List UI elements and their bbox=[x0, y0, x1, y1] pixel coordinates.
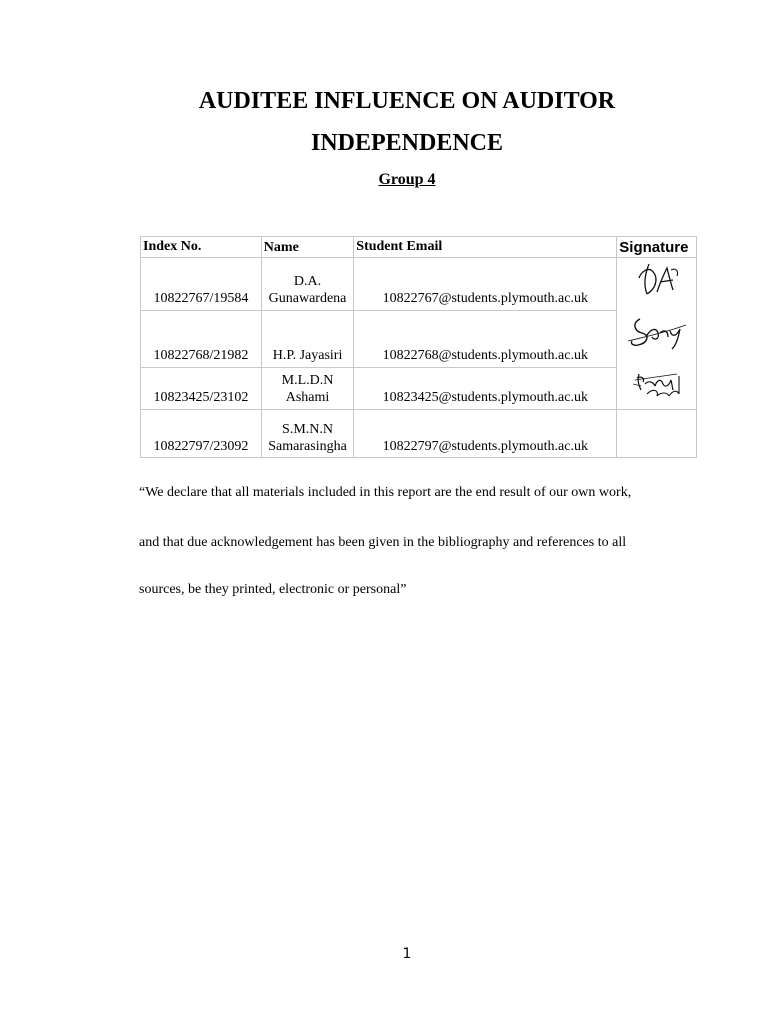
title-line-1: AUDITEE INFLUENCE ON AUDITOR bbox=[198, 88, 616, 114]
title-line-2: INDEPENDENCE bbox=[310, 130, 504, 156]
declaration-text-1: “We declare that all materials included in this report are the end result of our own work, bbox=[139, 485, 632, 500]
row-signature bbox=[617, 410, 697, 458]
header-name: Name bbox=[261, 237, 353, 258]
table-row bbox=[141, 410, 697, 458]
row-name bbox=[261, 410, 353, 458]
declaration-paragraph-1 bbox=[139, 484, 674, 501]
group-label: Group 4 bbox=[378, 171, 436, 188]
declaration-text-2: and that due acknowledgement has been given in the bibliography and references to all bbox=[139, 535, 627, 550]
table-row bbox=[141, 311, 697, 368]
header-signature: Signature bbox=[617, 237, 697, 258]
declaration-text-3: sources, be they printed, electronic or personal” bbox=[139, 582, 407, 597]
name-line-1: M.L.D.N bbox=[281, 373, 334, 388]
document-title bbox=[0, 80, 768, 164]
signature-2-icon bbox=[624, 311, 690, 355]
row-name bbox=[261, 311, 353, 368]
name-line-1: D.A. bbox=[293, 274, 322, 289]
row-signature bbox=[617, 258, 697, 311]
row-index: 10822797/23092 bbox=[141, 410, 262, 458]
name-line-1: S.M.N.N bbox=[282, 422, 334, 437]
declaration-paragraph-2 bbox=[139, 534, 674, 551]
row-signature bbox=[617, 368, 697, 410]
signature-1-icon bbox=[627, 258, 687, 304]
row-index: 10822767/19584 bbox=[141, 258, 262, 311]
signature-3-icon bbox=[627, 368, 687, 402]
header-index: Index No. bbox=[141, 237, 262, 258]
row-email: 10822797@students.plymouth.ac.uk bbox=[354, 410, 617, 458]
row-email: 10822767@students.plymouth.ac.uk bbox=[354, 258, 617, 311]
row-name bbox=[261, 368, 353, 410]
row-email: 10823425@students.plymouth.ac.uk bbox=[354, 368, 617, 410]
row-index: 10822768/21982 bbox=[141, 311, 262, 368]
table-row bbox=[141, 368, 697, 410]
name-line-2: H.P. Jayasiri bbox=[272, 348, 343, 363]
row-signature bbox=[617, 311, 697, 368]
row-email: 10822768@students.plymouth.ac.uk bbox=[354, 311, 617, 368]
table-row bbox=[141, 258, 697, 311]
name-line-2: Samarasingha bbox=[268, 439, 347, 454]
page-number: 1 bbox=[402, 946, 412, 962]
name-line-2: Gunawardena bbox=[268, 291, 347, 306]
name-line-2: Ashami bbox=[285, 390, 330, 405]
table-header-row bbox=[141, 237, 697, 258]
row-name bbox=[261, 258, 353, 311]
members-table bbox=[140, 236, 697, 458]
declaration-paragraph-3 bbox=[139, 581, 674, 598]
header-email: Student Email bbox=[354, 237, 617, 258]
row-index: 10823425/23102 bbox=[141, 368, 262, 410]
